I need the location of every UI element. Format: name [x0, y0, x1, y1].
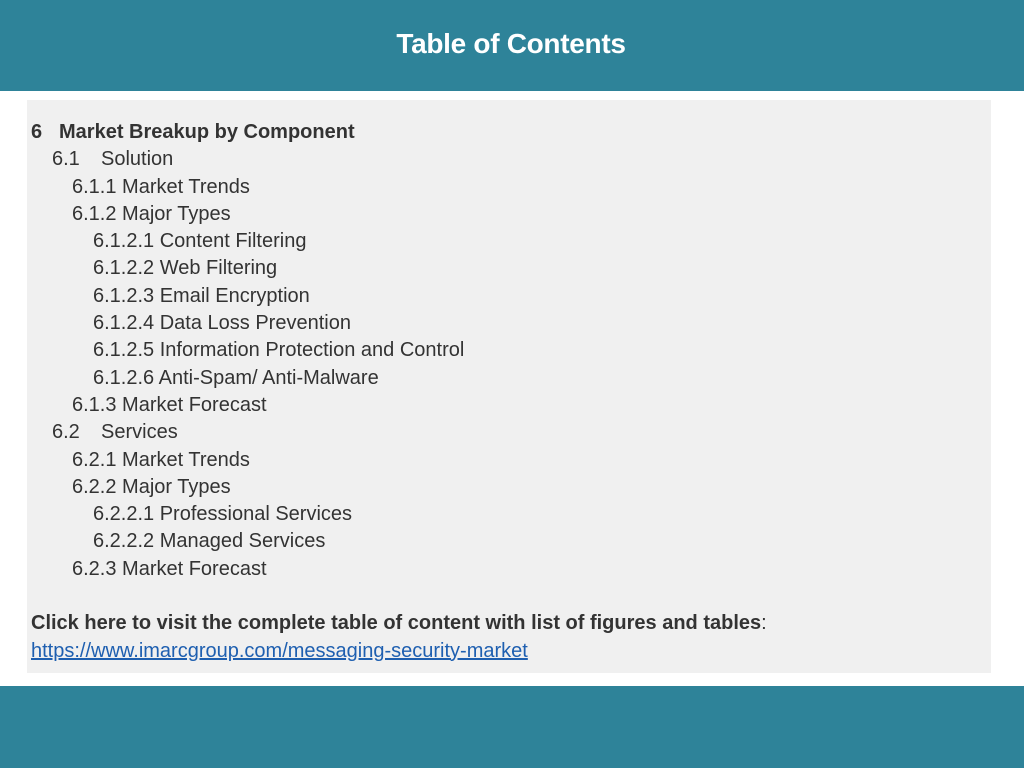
toc-item-web-filtering: 6.1.2.2 Web Filtering: [93, 257, 278, 280]
toc-item-content-filtering: 6.1.2.1 Content Filtering: [93, 230, 307, 253]
toc-chapter-6: [31, 119, 981, 146]
toc-section-services: [31, 419, 981, 446]
toc-section-solution: [31, 146, 981, 173]
cta-text: Click here to visit the complete table of content with list of figures and tables: [31, 612, 762, 635]
toc-item-professional-services: 6.2.2.1 Professional Services: [93, 503, 353, 526]
toc-subsection-solution-trends: 6.1.1 Market Trends: [72, 175, 250, 198]
toc-subsection-solution-major-types: 6.1.2 Major Types: [72, 202, 231, 225]
toc-subsection-solution-forecast: 6.1.3 Market Forecast: [72, 393, 267, 416]
toc-subsection-services-forecast: 6.2.3 Market Forecast: [72, 557, 267, 580]
header-banner: [0, 0, 1024, 91]
page-title: Table of Contents: [396, 28, 626, 59]
footer-banner: [0, 686, 1024, 768]
toc-item-anti-spam: 6.1.2.6 Anti-Spam/ Anti-Malware: [93, 366, 379, 389]
toc-section-label: Solution: [101, 148, 174, 171]
toc-chapter-number: 6: [31, 121, 43, 143]
toc-link[interactable]: https://www.imarcgroup.com/messaging-security-market: [31, 639, 528, 662]
table-of-contents: [31, 119, 981, 665]
cta-link-line: [31, 638, 981, 665]
spacer: [31, 583, 981, 610]
toc-subsection-services-major-types: 6.2.2 Major Types: [72, 475, 231, 498]
toc-item-data-loss-prevention: 6.1.2.4 Data Loss Prevention: [93, 312, 351, 335]
toc-section-label: Services: [101, 421, 178, 444]
toc-chapter-label: Market Breakup by Component: [59, 121, 355, 143]
toc-section-number: 6.1: [52, 148, 80, 171]
toc-item-information-protection: 6.1.2.5 Information Protection and Control: [93, 339, 465, 362]
toc-item-managed-services: 6.2.2.2 Managed Services: [93, 530, 326, 553]
cta-colon: :: [761, 612, 767, 635]
cta-line: [31, 610, 981, 637]
toc-section-number: 6.2: [52, 421, 80, 444]
toc-item-email-encryption: 6.1.2.3 Email Encryption: [93, 284, 310, 307]
toc-subsection-services-trends: 6.2.1 Market Trends: [72, 448, 250, 471]
